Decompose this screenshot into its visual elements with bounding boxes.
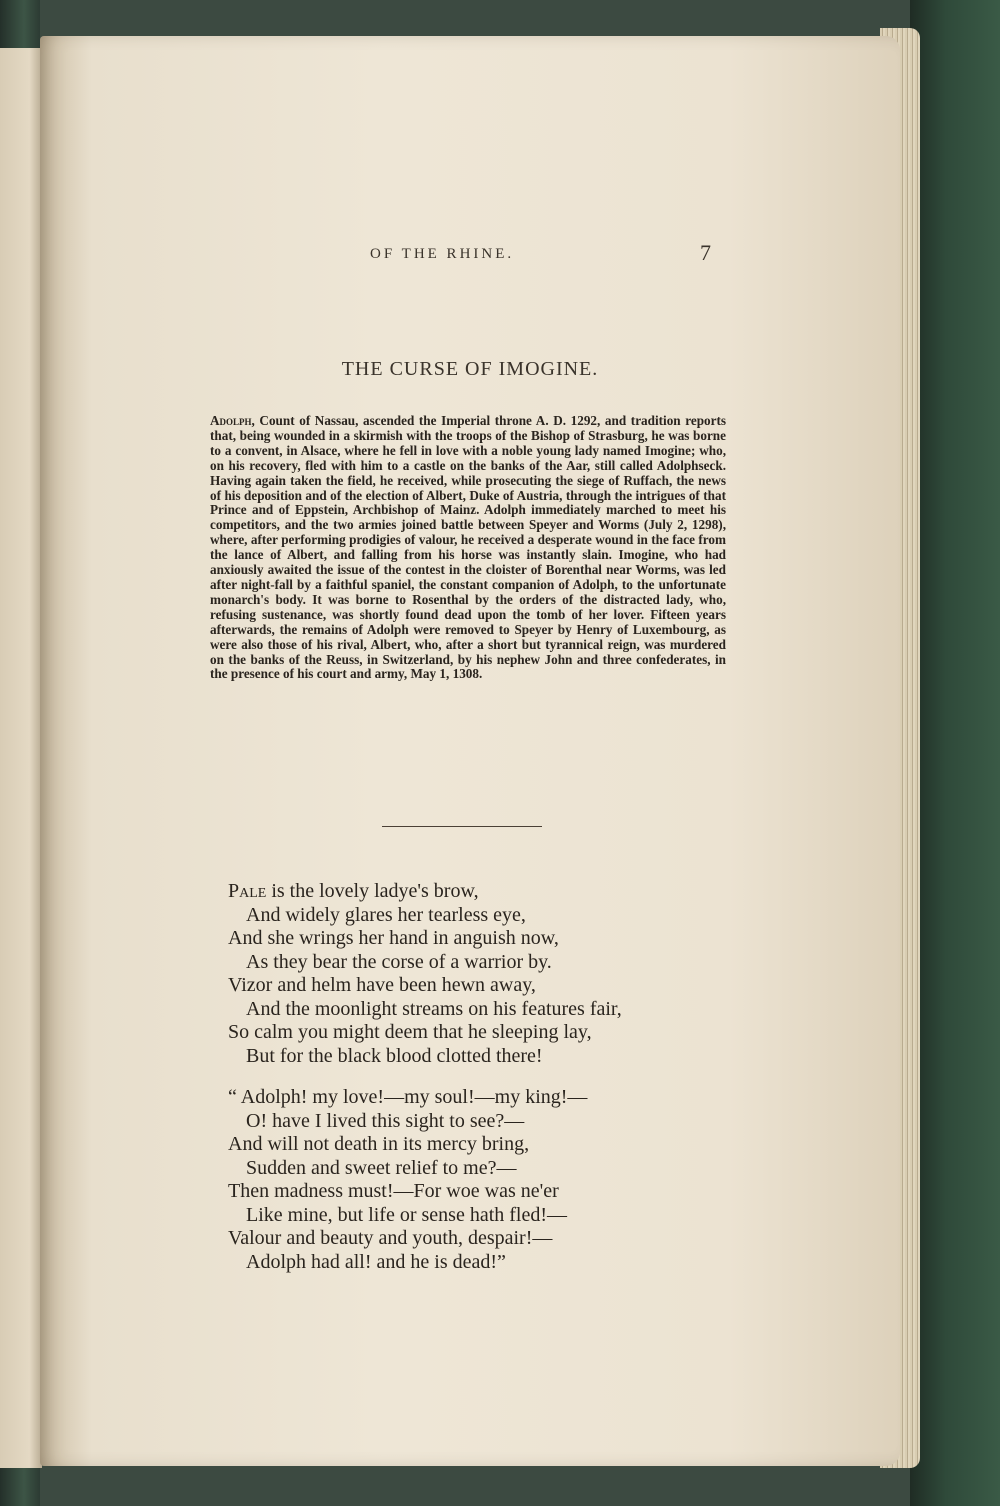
poem-title: THE CURSE OF IMOGINE. <box>341 358 599 380</box>
verse-line: And she wrings her hand in anguish now, <box>228 927 559 949</box>
running-title: OF THE RHINE. <box>370 246 515 262</box>
verse-line: Vizor and helm have been hewn away, <box>228 974 536 996</box>
verse-line: And the moonlight streams on his features fair, <box>246 997 622 1020</box>
verse-line: Pale is the lovely ladye's brow, <box>228 880 479 902</box>
verse-line: Like mine, but life or sense hath fled!— <box>246 1203 568 1226</box>
verse-line: So calm you might deem that he sleeping lay, <box>228 1021 592 1043</box>
book-page <box>40 36 900 1466</box>
verse-line: And widely glares her tearless eye, <box>246 903 526 926</box>
verse-line: As they bear the corse of a warrior by. <box>246 950 552 973</box>
verse-line: But for the black blood clotted there! <box>246 1044 543 1067</box>
stanza-first-word: Pale <box>228 880 267 902</box>
right-cover-edge <box>910 0 1000 1506</box>
verse-line: “ Adolph! my love!—my soul!—my king!— <box>228 1086 588 1108</box>
intro-paragraph <box>210 414 726 682</box>
verse-line: Sudden and sweet relief to me?— <box>246 1156 517 1179</box>
stanza-2 <box>228 1086 728 1274</box>
verse-line: Then madness must!—For woe was ne'er <box>228 1180 559 1202</box>
verse-line: And will not death in its mercy bring, <box>228 1133 530 1155</box>
stanza-1 <box>228 880 728 1068</box>
page-number: 7 <box>700 240 711 265</box>
section-divider <box>382 826 542 827</box>
verse-line: Valour and beauty and youth, despair!— <box>228 1227 553 1249</box>
intro-body: , Count of Nassau, ascended the Imperial throne A. D. 1292, and tradition reports that, being wounded in a skirmish with the troops of the Bishop of Strasburg, he was borne to a convent, in Alsace, where he fell in love with a noble young lady named Imogine; who, on his recovery, fled with him to a castle on the banks of the Aar, still called Adolphseck. Having again taken the field, he received, while prosecuting the siege of Ruffach, the news of his deposition and of the election of Albert, Duke of Austria, through the intrigues of that Prince and of Eppstein, Archbishop of Mainz. Adolph immediately marched to meet his competitors, and the two armies joined battle between Speyer and Worms (July 2, 1298), where, after performing prodigies of valour, he received a desperate wound in the face from the lance of Albert, and falling from his horse was instantly slain. Imogine, who had anxiously awaited the issue of the contest in the cloister of Borenthal near Worms, was led after night-fall by a faithful spaniel, the constant companion of Adolph, to the unfortunate monarch's body. It was borne to Rosenthal by the orders of the distracted lady, who, refusing sustenance, was shortly found dead upon the tomb of her lover. Fifteen years afterwards, the remains of Adolph were removed to Speyer by Henry of Luxembourg, as were also those of his rival, Albert, who, after a short but tyrannical reign, was murdered on the banks of the Reuss, in Switzerland, by his nephew John and three confederates, in the presence of his court and army, May 1, 1308. <box>210 413 726 682</box>
facing-page-edge <box>0 48 42 1468</box>
page-header <box>40 240 900 276</box>
intro-first-word: Adolph <box>210 413 252 428</box>
verse-line: Adolph had all! and he is dead!” <box>246 1250 506 1273</box>
verse-line: O! have I lived this sight to see?— <box>246 1109 525 1132</box>
